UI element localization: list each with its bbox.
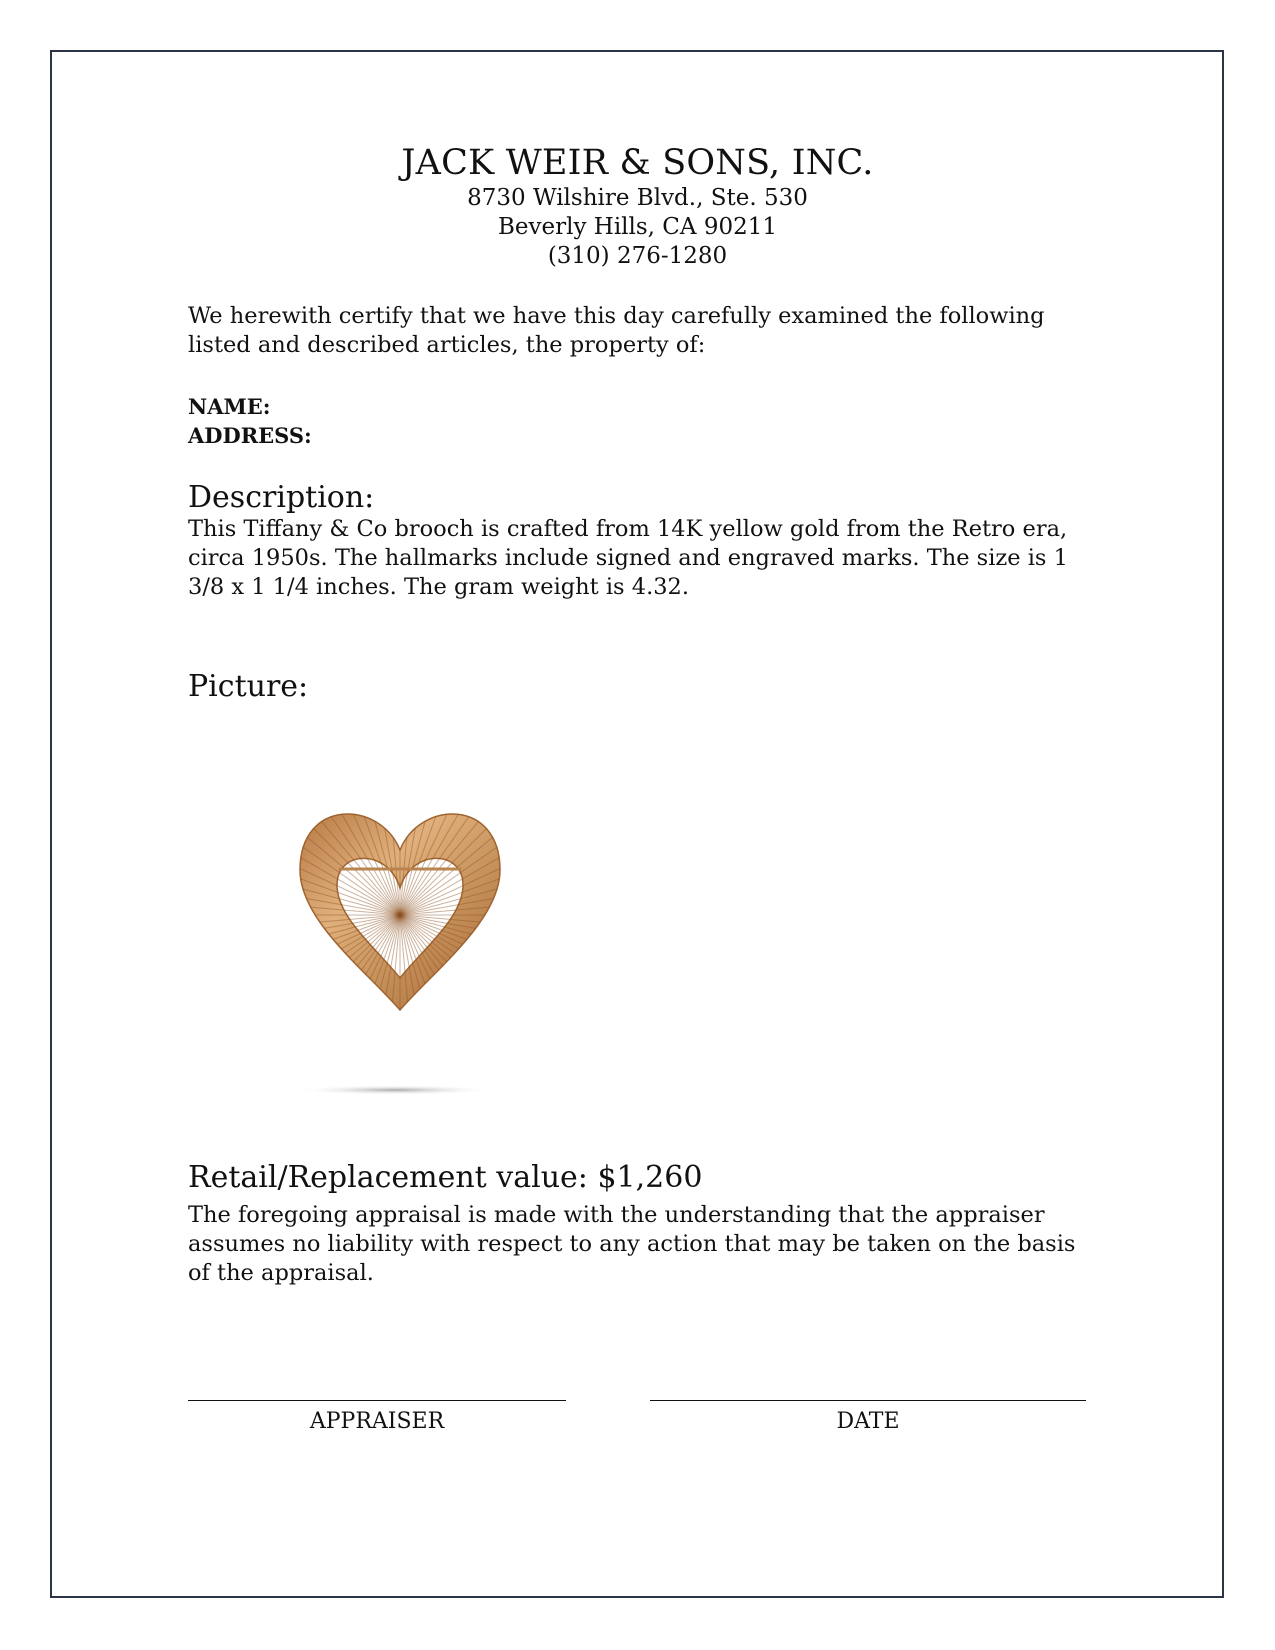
value-label: Retail/Replacement value:	[188, 1160, 588, 1195]
value-amount: $1,260	[597, 1160, 703, 1195]
letterhead	[0, 142, 1275, 271]
page-border	[50, 50, 1224, 1598]
heart-brooch-image	[290, 800, 510, 1130]
value-line	[188, 1160, 1088, 1196]
description-text: This Tiffany & Co brooch is crafted from 14K yellow gold from the Retro era, circa 1950s. The hallmarks include signed and engraved marks. The size is 1 3/8 x 1 1/4 inches. The gram weight is 4.32.	[188, 516, 1068, 600]
address-label: ADDRESS:	[188, 423, 312, 448]
reflection-shadow	[295, 1085, 495, 1095]
appraiser-signature-line	[188, 1400, 566, 1401]
disclaimer-text: The foregoing appraisal is made with the understanding that the appraiser assumes no liability with respect to any action that may be taken on the basis of the appraisal.	[188, 1202, 1076, 1286]
address-line-2: Beverly Hills, CA 90211	[497, 214, 777, 240]
date-signature-line	[650, 1400, 1086, 1401]
date-label: DATE	[836, 1409, 900, 1434]
phone-number: (310) 276-1280	[547, 243, 728, 269]
company-name: JACK WEIR & SONS, INC.	[401, 143, 874, 183]
description-heading: Description:	[188, 480, 375, 515]
certification-statement: We herewith certify that we have this day carefully examined the following listed and described articles, the property of:	[188, 303, 1045, 358]
name-label: NAME:	[188, 394, 271, 419]
address-line-1: 8730 Wilshire Blvd., Ste. 530	[467, 185, 808, 211]
appraiser-label: APPRAISER	[309, 1409, 445, 1434]
picture-heading: Picture:	[188, 669, 309, 704]
